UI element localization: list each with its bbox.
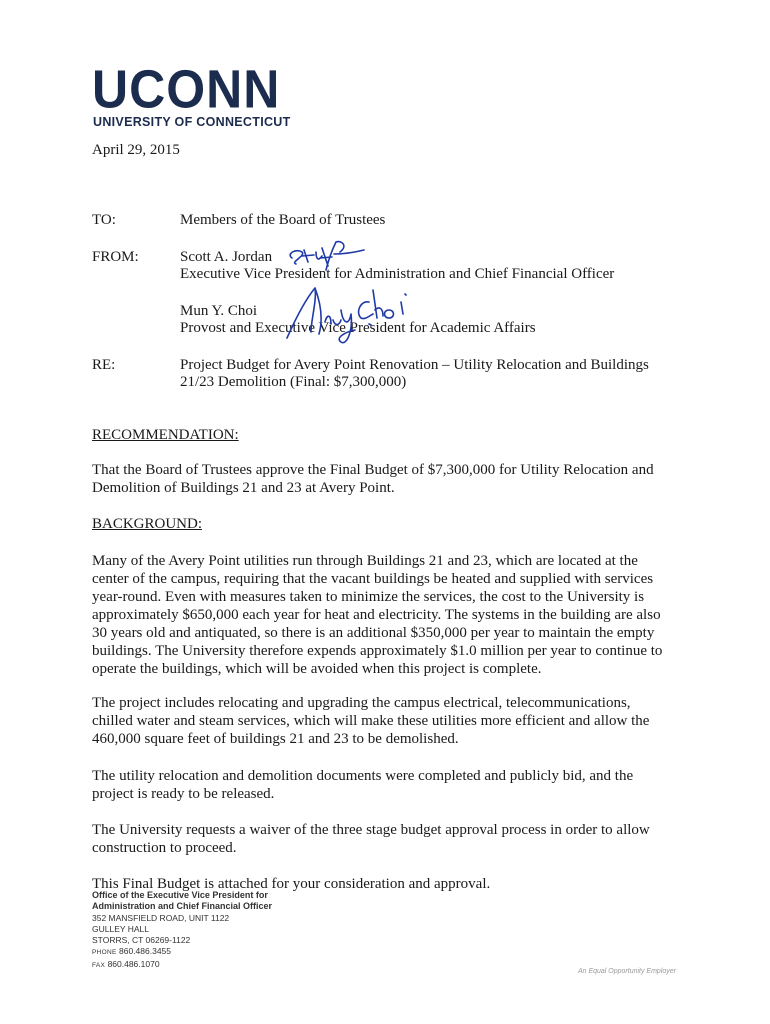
- background-paragraph-2: The project includes relocating and upgrading the campus electrical, telecommunications, chilled water and steam services, which will make these utilities more efficient and allow the 460,000 square feet of buildings 21 and 23 to be demolished.: [92, 695, 650, 747]
- background-paragraph-3: The utility relocation and demolition documents were completed and publicly bid, and the project is ready to be released.: [92, 768, 634, 802]
- from-name-choi: Mun Y. Choi: [180, 303, 258, 319]
- re-line-2: 21/23 Demolition (Final: $7,300,000): [180, 374, 407, 390]
- re-line-1: Project Budget for Avery Point Renovation – Utility Relocation and Buildings: [180, 357, 649, 373]
- university-name: UNIVERSITY OF CONNECTICUT: [93, 115, 291, 129]
- fax-label: FAX: [92, 961, 106, 969]
- footer-phone: [92, 946, 272, 958]
- background-heading: BACKGROUND:: [92, 516, 203, 532]
- footer-fax: [92, 959, 272, 971]
- recommendation-heading: RECOMMENDATION:: [92, 427, 239, 443]
- signature-jordan: [282, 236, 392, 276]
- memo-date: April 29, 2015: [92, 142, 180, 158]
- recommendation-text: That the Board of Trustees approve the Final Budget of $7,300,000 for Utility Relocation and Demolition of Buildings 21 and 23 at Avery Point.: [92, 462, 654, 496]
- signature-choi: [265, 280, 445, 360]
- to-value: Members of the Board of Trustees: [180, 212, 386, 228]
- footer-address-block: [92, 890, 272, 971]
- background-paragraph-4: The University requests a waiver of the three stage budget approval process in order to allow construction to proceed.: [92, 822, 650, 856]
- from-title-jordan: Executive Vice President for Administration and Chief Financial Officer: [180, 266, 615, 282]
- from-label: FROM:: [92, 249, 139, 265]
- footer-office-line-1: Office of the Executive Vice President for: [92, 890, 268, 900]
- background-paragraph-1: Many of the Avery Point utilities run through Buildings 21 and 23, which are located at the center of the campus, requiring that the vacant buildings be heated and supplied with services year-round. Even with measures taken to minimize the services, the cost to the University is approximately $650,000 each year for heat and electricity. The systems in the building are also 30 years old and antiquated, so there is an additional $350,000 per year to maintain the empty buildings. The University therefore expends approximately $1.0 million per year to continue to operate the buildings, which will be avoided when this project is complete.: [92, 553, 663, 677]
- footer-address-3: STORRS, CT 06269-1122: [92, 935, 191, 946]
- from-name-jordan: Scott A. Jordan: [180, 249, 273, 265]
- footer-address-2: GULLEY HALL: [92, 923, 150, 934]
- phone-number: 860.486.3455: [119, 946, 171, 957]
- uconn-logo: UCONN: [92, 58, 281, 120]
- fax-number: 860.486.1070: [107, 958, 160, 969]
- equal-opportunity-statement: An Equal Opportunity Employer: [577, 968, 676, 975]
- closing-text: This Final Budget is attached for your consideration and approval.: [92, 876, 491, 892]
- footer-address-1: 352 MANSFIELD ROAD, UNIT 1122: [92, 912, 230, 923]
- phone-label: PHONE: [92, 949, 117, 957]
- from-title-choi: Provost and Executive Vice President for Academic Affairs: [180, 320, 536, 336]
- to-label: TO:: [92, 212, 116, 228]
- re-label: RE:: [92, 357, 116, 373]
- footer-office-line-2: Administration and Chief Financial Officer: [92, 901, 273, 912]
